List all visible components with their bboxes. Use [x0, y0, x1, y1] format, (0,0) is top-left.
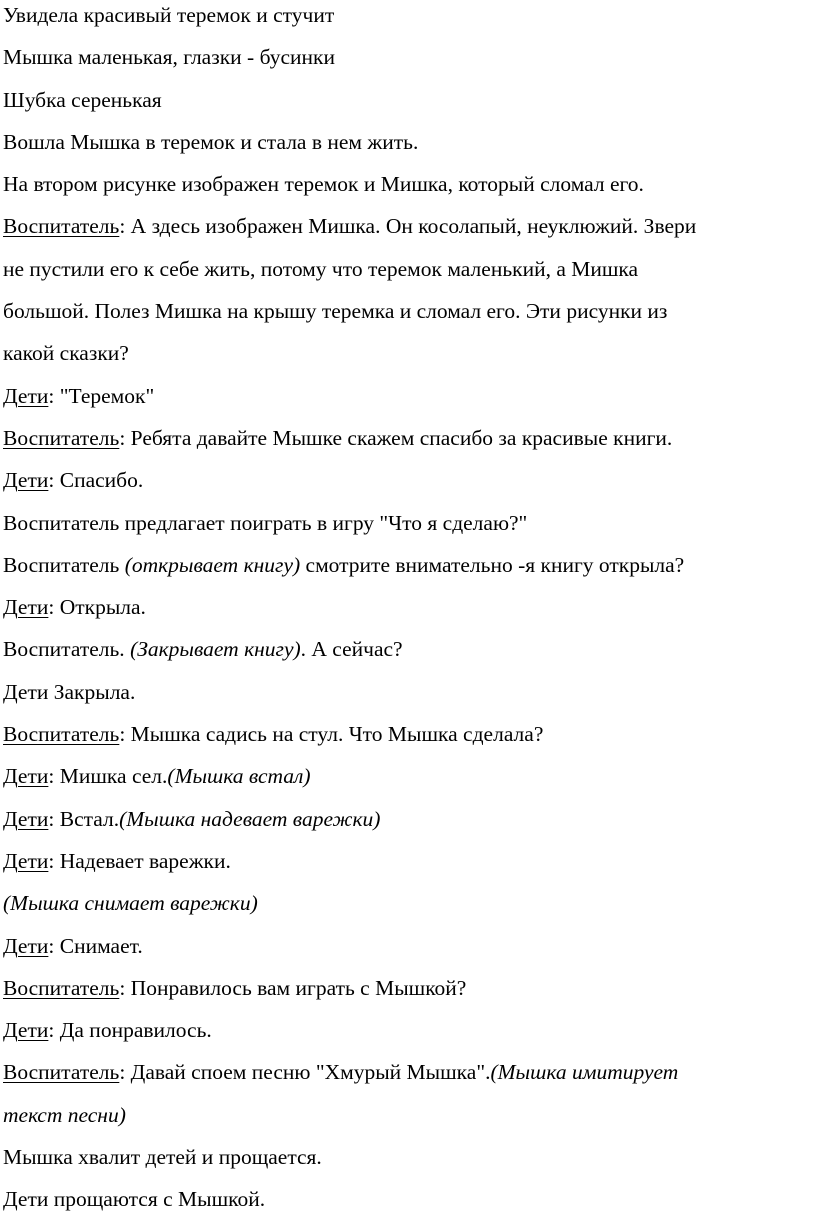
speaker-label: Воспитатель: [3, 722, 120, 747]
dialogue-line: Дети: Мишка сел.(Мышка встал): [3, 764, 311, 789]
speaker-label: Дети: [3, 468, 49, 493]
dialogue-line: Воспитатель: Понравилось вам играть с Мышкой?: [3, 975, 467, 1000]
text-line: Мышка маленькая, глазки - бусинки: [3, 45, 335, 70]
text-line: Вошла Мышка в теремок и стала в нем жить.: [3, 129, 419, 154]
stage-direction-line: [3, 1100, 816, 1142]
stage-direction: (Мышка надевает варежки): [119, 806, 381, 831]
text-line: Мышка хвалит детей и прощается.: [3, 1145, 322, 1170]
text-line: большой. Полез Мишка на крышу теремка и сломал его. Эти рисунки из: [3, 299, 668, 324]
speaker-label: Воспитатель: [3, 975, 120, 1000]
stage-direction: (Мышка снимает варежки): [3, 891, 258, 916]
dialogue-line: Дети: "Теремок": [3, 383, 155, 408]
stage-direction: (Закрывает книгу): [130, 637, 301, 662]
stage-direction: (Мышка имитирует: [490, 1060, 679, 1085]
text-line: не пустили его к себе жить, потому что теремок маленький, а Мишка: [3, 256, 639, 281]
dialogue-line: Воспитатель: А здесь изображен Мишка. Он косолапый, неуклюжий. Звери: [3, 214, 697, 239]
text-line: Воспитатель (открывает книгу) смотрите внимательно -я книгу открыла?: [3, 552, 685, 577]
dialogue-line: Воспитатель: Давай споем песню "Хмурый Мышка".(Мышка имитирует: [3, 1060, 679, 1085]
stage-direction: (открывает книгу): [124, 552, 301, 577]
stage-direction-line: [3, 888, 816, 930]
dialogue-line: Дети: Встал.(Мышка надевает варежки): [3, 806, 381, 831]
text-line: Дети прощаются с Мышкой.: [3, 1187, 266, 1212]
speaker-label: Воспитатель: [3, 1060, 120, 1085]
speaker-label: Дети: [3, 595, 49, 620]
speaker-label: Дети: [3, 848, 49, 873]
text-line: Шубка серенькая: [3, 87, 162, 112]
speaker-label: Воспитатель: [3, 425, 120, 450]
text-line: Дети Закрыла.: [3, 679, 136, 704]
dialogue-line: Дети: Надевает варежки.: [3, 848, 231, 873]
text-line: Воспитатель предлагает поиграть в игру "Что я сделаю?": [3, 510, 528, 535]
stage-direction: (Мышка встал): [167, 764, 311, 789]
text-line: какой сказки?: [3, 341, 129, 366]
dialogue-line: Воспитатель: Мышка садись на стул. Что Мышка сделала?: [3, 722, 544, 747]
text-line: На втором рисунке изображен теремок и Мишка, который сломал его.: [3, 172, 644, 197]
speaker-label: Воспитатель: [3, 214, 120, 239]
stage-direction: текст песни): [3, 1102, 126, 1127]
speaker-label: Дети: [3, 764, 49, 789]
speaker-label: Дети: [3, 383, 49, 408]
text-line: Увидела красивый теремок и стучит: [3, 3, 335, 27]
speaker-label: Дети: [3, 806, 49, 831]
text-line: Воспитатель. (Закрывает книгу). А сейчас?: [3, 637, 403, 662]
dialogue-line: Дети: Открыла.: [3, 595, 146, 620]
speaker-label: Дети: [3, 1018, 49, 1043]
dialogue-line: Дети: Снимает.: [3, 933, 143, 958]
dialogue-line: Дети: Да понравилось.: [3, 1018, 212, 1043]
dialogue-line: Дети: Спасибо.: [3, 468, 144, 493]
dialogue-line: Воспитатель: Ребята давайте Мышке скажем спасибо за красивые книги.: [3, 425, 673, 450]
speaker-label: Дети: [3, 933, 49, 958]
